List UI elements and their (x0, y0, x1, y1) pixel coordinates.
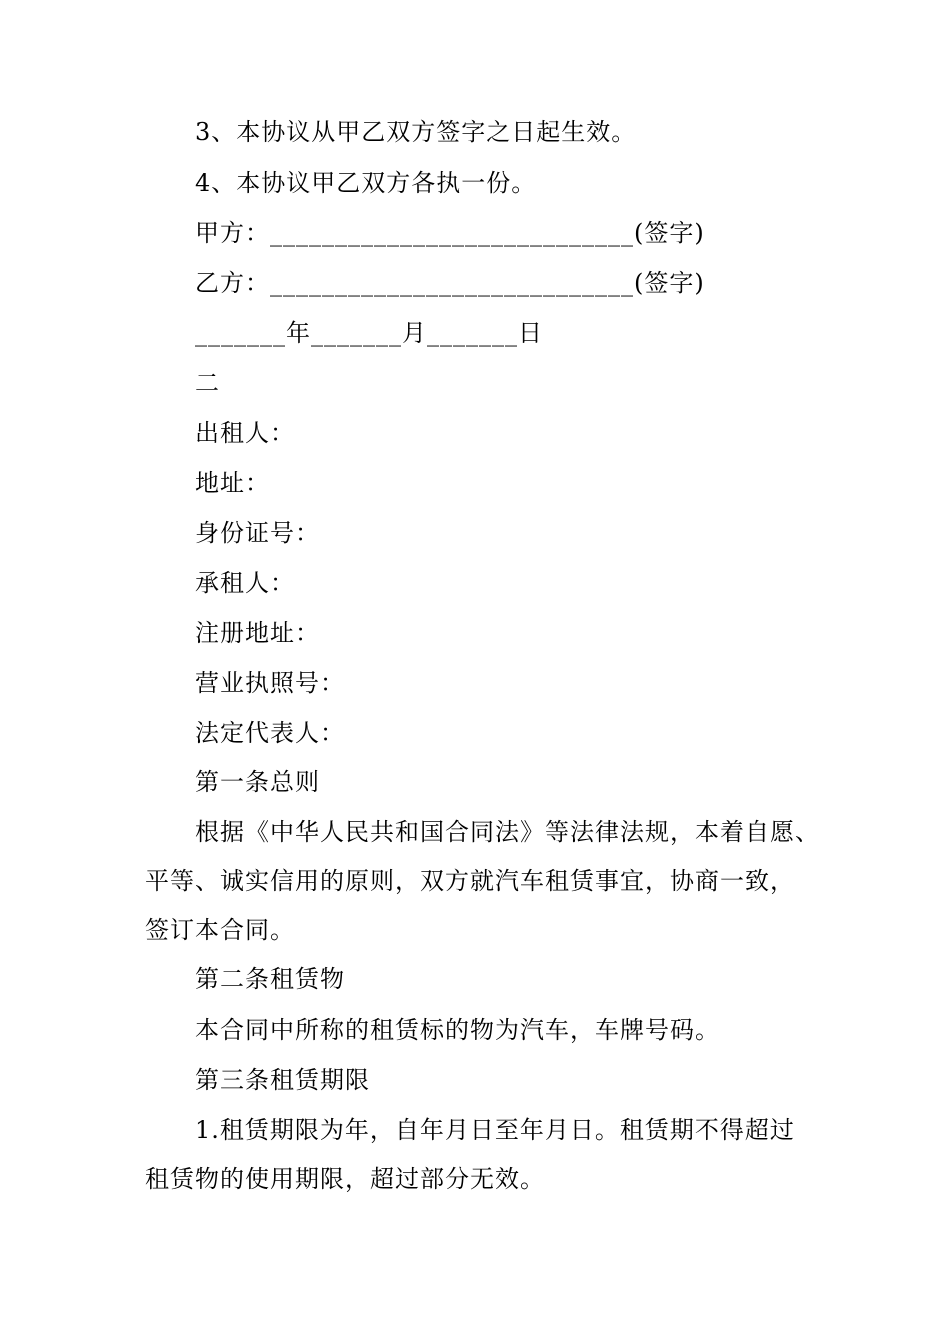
article-3-heading: 第三条租赁期限 (195, 1066, 370, 1094)
article-1-paragraph-line-2: 平等、诚实信用的原则，双方就汽车租赁事宜，协商一致， (145, 867, 795, 895)
lessee-field: 承租人： (195, 569, 295, 597)
article-3-paragraph-line-2: 租赁物的使用期限，超过部分无效。 (145, 1165, 545, 1193)
registered-address-field: 注册地址： (195, 619, 320, 647)
party-a-signature: 甲方：____________________________(签字) (195, 219, 705, 247)
article-2-heading: 第二条租赁物 (195, 965, 345, 993)
party-b-signature: 乙方：____________________________(签字) (195, 269, 705, 297)
id-number-field: 身份证号： (195, 519, 320, 547)
article-2-paragraph: 本合同中所称的租赁标的物为汽车，车牌号码。 (195, 1016, 720, 1044)
article-1-paragraph-line-3: 签订本合同。 (145, 916, 295, 944)
address-field: 地址： (195, 469, 270, 497)
business-license-field: 营业执照号： (195, 669, 345, 697)
article-3-paragraph-line-1: 1.租赁期限为年，自年月日至年月日。租赁期不得超过 (195, 1116, 795, 1144)
date-line: _______年_______月_______日 (195, 319, 543, 347)
article-1-paragraph-line-1: 根据《中华人民共和国合同法》等法律法规，本着自愿、 (195, 818, 820, 846)
clause-4-copies: 4、本协议甲乙双方各执一份。 (195, 169, 537, 197)
lessor-field: 出租人： (195, 419, 295, 447)
legal-representative-field: 法定代表人： (195, 719, 345, 747)
article-1-heading: 第一条总则 (195, 768, 320, 796)
clause-3-effective: 3、本协议从甲乙双方签字之日起生效。 (195, 118, 637, 146)
section-heading-two: 二 (195, 369, 220, 397)
